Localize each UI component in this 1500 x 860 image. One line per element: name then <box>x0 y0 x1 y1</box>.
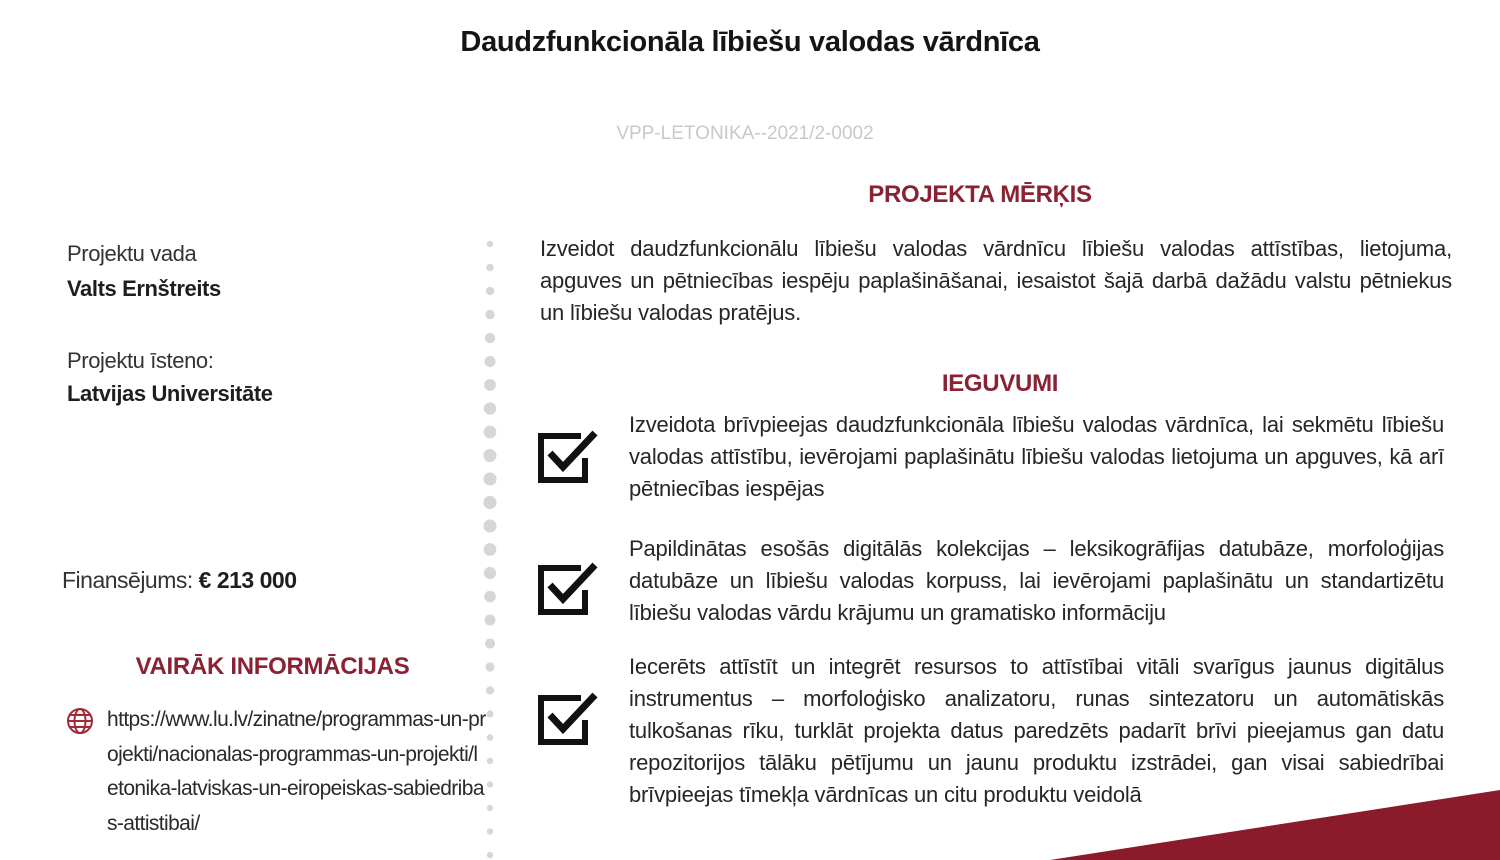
decorative-corner-shape <box>1050 790 1500 860</box>
benefit-item: Izveidota brīvpieejas daudzfunkcionāla lībiešu valodas vārdnīca, lai sekmētu lībiešu valodas attīstību, ievērojami paplašinātu lībiešu valodas lietojuma un apguves, kā arī pētniecības iespējas <box>629 412 1444 501</box>
benefits-heading: IEGUVUMI <box>941 370 1059 397</box>
funding-value: € 213 000 <box>198 567 297 593</box>
divider-dot <box>487 241 493 247</box>
divider-dot <box>486 686 494 694</box>
divider-dot <box>483 449 496 462</box>
divider-dot <box>484 426 497 439</box>
project-lead-name: Valts Ernštreits <box>67 276 221 301</box>
divider-dot <box>484 356 495 367</box>
page-title: Daudzfunkcionāla lībiešu valodas vārdnīca <box>460 26 1040 58</box>
checkbox-checked-icon <box>537 690 601 746</box>
divider-dot <box>485 615 496 626</box>
divider-dot <box>487 758 493 764</box>
divider-dot <box>484 520 497 533</box>
divider-dot <box>483 472 496 485</box>
divider-dot <box>486 287 494 295</box>
divider-dot <box>484 379 496 391</box>
divider-dot <box>485 662 494 671</box>
divider-dot <box>486 264 493 271</box>
project-lead-label: Projektu vada <box>67 241 197 266</box>
divider-dot <box>483 496 496 509</box>
divider-dot <box>486 710 493 717</box>
divider-dot <box>487 781 493 787</box>
divider-dot <box>484 402 496 414</box>
dotted-divider <box>478 238 502 860</box>
funding-label: Finansējums: <box>62 567 193 593</box>
divider-dot <box>484 543 497 556</box>
divider-dot <box>485 638 495 648</box>
globe-icon <box>66 707 94 735</box>
goal-heading: PROJEKTA MĒRĶIS <box>868 181 1092 208</box>
funding <box>62 567 297 594</box>
divider-dot <box>484 591 496 603</box>
divider-dot <box>487 805 493 811</box>
more-info-heading: VAIRĀK INFORMĀCIJAS <box>135 653 410 680</box>
divider-dot <box>487 828 493 834</box>
divider-dot <box>485 310 494 319</box>
divider-dot <box>487 734 493 740</box>
divider-dot <box>485 333 495 343</box>
checkbox-checked-icon <box>537 560 601 616</box>
benefit-item: Iecerēts attīstīt un integrēt resursos to attīstībai vitāli svarīgus jaunus digitālus instrumentus – morfoloģisko analizatoru, runas sintezatoru un automātiskās tulkošanas rīku, turklāt projekta datus paredzēts padarīt brīvi pieejamus gan datu repozitorijos tālāku pētījumu un jaunu produktu izstrādei, gan visai sabiedrībai brīvpieejas tīmekļa vārdnīcas un citu produktu veidolā <box>629 654 1444 807</box>
goal-text: Izveidot daudzfunkcionālu lībiešu valodas vārdnīcu lībiešu valodas attīstības, lietojuma, apguves un pētniecības iespēju paplašināšanai, iesaistot šajā darbā dažādu valstu pētniekus un lībiešu valodas pratējus. <box>540 236 1452 325</box>
project-code: VPP-LETONIKA--2021/2-0002 <box>616 123 874 144</box>
implementer-label: Projektu īsteno: <box>67 348 214 373</box>
checkbox-checked-icon <box>537 428 601 484</box>
benefit-item: Papildinātas esošās digitālās kolekcijas – leksikogrāfijas datubāze, morfoloģijas datubāze un lībiešu valodas korpuss, lai ievērojami paplašinātu un standartizētu lībiešu valodas vārdu krājumu un gramatisko informāciju <box>629 536 1444 625</box>
more-info-link[interactable]: https://www.lu.lv/zinatne/programmas-un-projekti/nacionalas-programmas-un-projekti/letonika-latviskas-un-eiropeiskas-sabiedribas-attistibai/ <box>107 708 486 835</box>
divider-dot <box>487 852 493 858</box>
divider-dot <box>484 567 496 579</box>
implementer-name: Latvijas Universitāte <box>67 381 273 406</box>
